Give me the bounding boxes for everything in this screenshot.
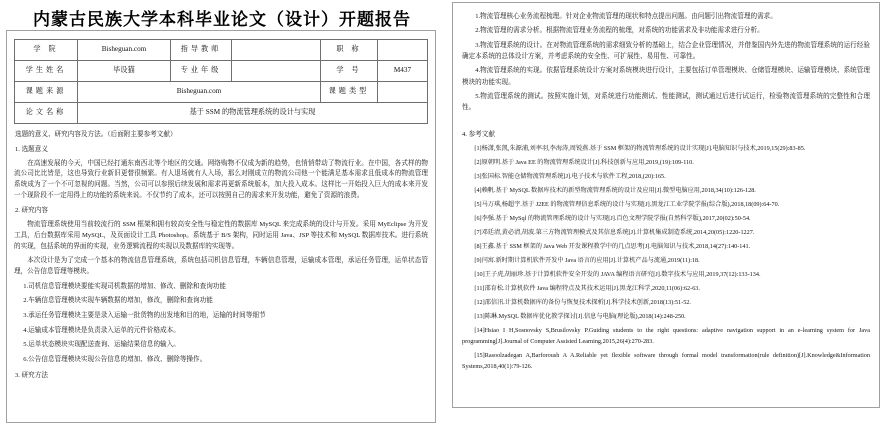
- cell-student-id-label: 学 号: [321, 61, 378, 82]
- reference-item: [11]邵育松.计算机软件 Java 编程特点及其技术运用[J].黑龙江科学,2020,11(06):62-63.: [474, 284, 700, 292]
- cell-topic-type-label: 课题类型: [321, 82, 378, 103]
- heading-research-content: 2. 研究内容: [15, 207, 48, 215]
- cell-college-label: 学 院: [15, 40, 78, 61]
- reference-item: [15]Rasoolzadegan A,Barforoush A A.Reliable yet flexible software through formal model transformation(rule definition)[J].Knowledge&Information Systems,2018,40(1):79-126.: [462, 351, 870, 371]
- cell-thesis-title-value: 基于 SSM 的物流管理系统的设计与实现: [78, 103, 428, 124]
- table-row: [15, 40, 428, 61]
- paragraph: 在高速发展的今天，中国已经打通东南西北等个地区的交通。网络购物不仅成为新的趋势，也悄悄带动了物流行业。在中国，各式样的物流公司比比皆是，这也导致行业新旧更替很频繁。有人退场就有人入场，那么对刚成立的物流公司他一个能满足基本需求且低成本的物流管理系统成为了一个不可忽视的问题。当然，公司可以参照后续发展和需求再更新系统版本，加大投入成本。这样比一开始投入巨大的成本来开发一个现阶段不一定用得上的功能的系统来说。不仅节约了成本，还可以按照自己的需求来开发功能，避免了资源的浪费。: [14, 159, 428, 199]
- cell-advisor-value: [232, 40, 321, 61]
- cell-rank-value: [378, 40, 428, 61]
- reference-item: [6]李强.基于 MySql 的物流管理系统的设计与实现[J].百色文理学院学报(自然科学版),2017,20(02):50-54.: [474, 214, 751, 222]
- left-page-sheet: [6, 30, 436, 423]
- reference-item: [7]邓廷清,黄必清,胡波.第三方物流管理模式及其信息系统[J].计算机集成制造系统,2014,20(05):1220-1227.: [474, 228, 755, 236]
- cell-topic-source-label: 课题来源: [15, 82, 78, 103]
- research-step: 1.物流管理核心业务流程梳理。针对企业物流管理的现状和特点提出问题。由问题引出物流管理的需求。: [475, 13, 777, 20]
- paragraph: 本次设计是为了完成一个基本的物流信息管理系统，系统包括司机信息管理，车辆信息管理，运输成本管理，承运任务管理，运单状态管理，公告信息管理等模块。: [14, 257, 428, 276]
- cell-thesis-title-label: 论文名称: [15, 103, 78, 124]
- research-step: 2.物流管理的需求分析。根据物流管理业务流程的梳理，对系统的功能需求及非功能需求进行分析。: [475, 27, 764, 35]
- reference-item: [14]Hsiao I H,Sosnovsky S,Brusilovsky P.Guiding students to the right questions: adaptive navigation support in an e-learning system for Java programming[J].Journal of Computer Assisted Learning,2015,26(4):270-283.: [462, 326, 870, 345]
- page-title: 内蒙古民族大学本科毕业论文（设计）开题报告: [33, 10, 411, 29]
- cell-topic-type-value: [378, 82, 428, 103]
- list-item: 2.车辆信息管理模块实现车辆数据的增加，修改，删除和查询功能: [23, 297, 213, 305]
- info-table-body: [15, 40, 428, 124]
- reference-item: [2]原朝明.基于 Java EE 的物流管理系统设计[J].科技创新与应用,2019,(19):109-110.: [474, 158, 694, 166]
- list-item: 1.司机信息管理模块要能实现司机数据的增加、修改、删除和查询功能: [23, 282, 226, 290]
- reference-item: [3]张国标.智能仓储物流管理系统[J].电子技术与软件工程,2018,(20):165.: [474, 172, 666, 180]
- table-row: [15, 61, 428, 82]
- heading-topic-significance: 1. 选题意义: [15, 145, 48, 153]
- reference-item: [9]闫寓.新时期计算机软件开发中 Java 语言的应用[J].计算机产品与流通,2019(11):18.: [474, 256, 700, 264]
- reference-item: [8]王鑫.基于 SSM 框架的 Java Web 开发课程教学中的几点思考[J].电脑知识与技术,2018,14(27):140-141.: [474, 242, 751, 250]
- research-step: 5.物流管理系统的测试。按照实施计划，对系统进行功能测试、性能测试，测试通过后进行试运行，检验物流管理系统的完整性和合理性。: [462, 92, 870, 112]
- research-step: 3.物流管理系统的设计。在对物流管理系统的需求细致分析的基础上，结合企业管理情况，并借鉴国内外先进的物流管理系统的运行经验确定本系统的总体设计方案，并考虑系统的安全性、可扩展性、易用性、可靠性。: [462, 41, 870, 60]
- reference-item: [4]赖帆.基于 MySQL 数据库技术的新型物流管理系统的设计及应用[J].微型电脑应用,2018,34(10):126-128.: [474, 186, 756, 194]
- list-item: 5.运单状态模块实现配送查询、运输结果信息的输入。: [23, 341, 180, 349]
- cell-student-name-label: 学生姓名: [15, 61, 78, 82]
- list-item: 6.公告信息管理模块实现公告信息的增加、修改、删除等操作。: [23, 356, 207, 364]
- heading-research-method: 3. 研究方法: [15, 371, 48, 379]
- reference-item: [12]邵信汛.计算机数据库的备份与恢复技术探析[J].科学技术创新,2018(13):51-52.: [474, 298, 691, 306]
- cell-student-name-value: 毕设猫: [78, 61, 171, 82]
- reference-item: [13]陈琳.MySQL 数据库优化教学探讨[J].信息与电脑(理论版),2018(14):248-250.: [474, 312, 686, 320]
- info-table: [14, 39, 428, 124]
- right-page-wrapper: [444, 0, 888, 423]
- cell-major-grade-label: 专业年级: [171, 61, 232, 82]
- section-prompt: 选题的意义、研究内容及方法。（后面附主要参考文献）: [15, 131, 177, 138]
- right-page-sheet: [452, 2, 880, 408]
- research-step: 4.物流管理系统的实现。依据管理系统设计方案对系统模块进行设计，主要包括订单管理模块、仓储管理模块、运输管理模块、系统管理模块的功能实现。: [462, 67, 870, 86]
- list-item: 4.运输成本管理模块是负责录入运单的元件价格成本。: [23, 326, 180, 334]
- reference-item: [5]马万琪,杨超宇.基于 J2EE 的物流管理信息系统的设计与实现[J].黑龙江工业学院学报(综合版),2018,18(09):64-70.: [474, 200, 780, 208]
- cell-topic-source-value: Bisheguan.com: [78, 82, 321, 103]
- list-item: 3.承运任务管理模块主要是录入运输一批货物的出发地和目的地，运输的时间等细节: [23, 312, 266, 320]
- cell-rank-label: 职 称: [321, 40, 378, 61]
- cell-advisor-label: 指导教师: [171, 40, 232, 61]
- paragraph: 物流管理系统使用当前较流行的 SSM 框架和拥有较高安全性与稳定性的数据库 MySQL 来完成系统的设计与开发。采用 MyEclipse 为开发工具，后台数据库采用 MySQL，及页面设计工具 Photoshop。系统基于 B/S 架构，同时运用 Java、JSP 等技术和 MySQL 数据库技术。进行系统的实现，包括系统的界面的实现，业务逻辑流程的实现以及数据库的实现等。: [14, 221, 428, 250]
- table-row: [15, 103, 428, 124]
- reference-item: [10]王子虎,胡丽珍.基于计算机软件安全开发的 JAVA 编程语言研究[J].数字技术与应用,2019,37(12):133-134.: [474, 270, 761, 278]
- heading-references: 4. 参考文献: [462, 130, 495, 138]
- cell-college-value: Bisheguan.com: [78, 40, 171, 61]
- cell-student-id-value: M437: [378, 61, 428, 82]
- table-row: [15, 82, 428, 103]
- cell-major-grade-value: [232, 61, 321, 82]
- reference-item: [1]杨潇,张凯,朱源浦,刘率羽,李海涛,周锐燕.基于 SSM 框架的物流管理系统的设计实现[J].电脑知识与技术,2019,15(29):83-85.: [474, 144, 806, 152]
